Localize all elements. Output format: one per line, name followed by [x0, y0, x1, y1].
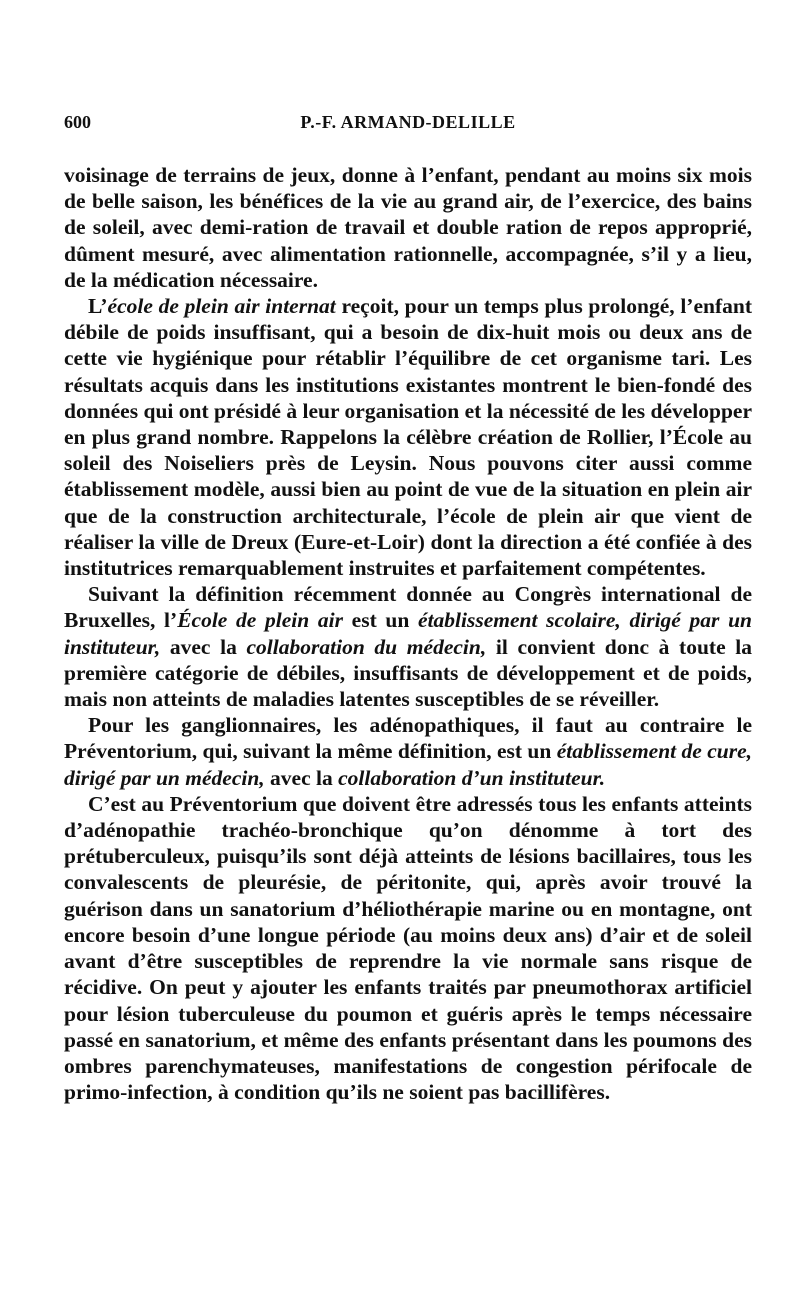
text-segment: est un — [342, 608, 419, 633]
book-page — [64, 112, 752, 1105]
paragraph — [64, 712, 752, 791]
italic-segment: collaboration d’un instituteur. — [338, 765, 606, 790]
paragraph — [64, 791, 752, 1105]
italic-segment: établissement scolaire, dirigé par un instituteur, — [64, 608, 752, 659]
body-text — [64, 162, 752, 1105]
text-segment: Suivant la définition récemment donnée au Congrès international de Bruxelles, l’ — [64, 582, 752, 633]
paragraph — [64, 293, 752, 581]
page-number: 600 — [64, 112, 91, 132]
running-head: P.-F. ARMAND-DELILLE — [300, 112, 516, 132]
paragraph — [64, 162, 752, 293]
text-segment: avec la — [160, 634, 247, 659]
text-segment: C’est au Préventorium que doivent être adressés tous les enfants atteints d’adénopathie trachéo-bronchique qu’on dénomme à tort des prétuberculeux, puisqu’ils sont déjà atteints de lésions bacillaires, tous les convalescents de pleurésie, de péritonite, qui, après avoir trouvé la guérison dans un sanatorium d’héliothérapie marine ou en montagne, ont encore besoin d’une longue période (au moins deux ans) d’air et de soleil avant d’être susceptibles de reprendre la vie normale sans risque de récidive. On peut y ajouter les enfants traités par pneumothorax artificiel pour lésion tuberculeuse du poumon et guéris après le temps nécessaire passé en sanatorium, et même des enfants présentant dans les poumons des ombres parenchymateuses, manifestations de congestion périfocale de primo-infection, à condition qu’ils ne soient pas bacillifères. — [64, 791, 752, 1105]
text-segment: il convient donc à toute la première catégorie de débiles, insuffisants de développement et de poids, mais non atteints de maladies latentes susceptibles de se réveiller. — [64, 634, 753, 712]
page-header — [64, 112, 752, 142]
italic-segment: école de plein air internat — [107, 294, 336, 319]
paragraph — [64, 581, 752, 712]
italic-segment: École de plein air — [177, 608, 343, 633]
text-segment: reçoit, pour un temps plus prolongé, l’enfant débile de poids insuffisant, qui a besoin de dix-huit mois ou deux ans de cette vie hygiénique pour rétablir l’équilibre de cet organisme tari. Les résultats acquis dans les institutions existantes montrent le bien-fondé des données qui ont présidé à leur organisation et la nécessité de les développer en plus grand nombre. Rappelons la célèbre création de Rollier, l’École au soleil des Noiseliers près de Leysin. Nous pouvons citer aussi comme établissement modèle, aussi bien au point de vue de la situation en plein air que de la construction architecturale, l’école de plein air que vient de réaliser la ville de Dreux (Eure-et-Loir) dont la direction a été confiée à des institutrices remarquablement instruites et parfaitement compétentes. — [64, 294, 752, 581]
text-segment: Pour les ganglionnaires, les adénopathiques, il faut au contraire le Préventorium, qui, suivant la même définition, est un — [64, 713, 752, 764]
text-segment: voisinage de terrains de jeux, donne à l’enfant, pendant au moins six mois de belle saison, les bénéfices de la vie au grand air, de l’exercice, des bains de soleil, avec demi-ration de travail et double ration de repos approprié, dûment mesuré, avec alimentation rationnelle, accompagnée, s’il y a lieu, de la médication nécessaire. — [64, 163, 752, 292]
text-segment: L’ — [88, 294, 108, 319]
italic-segment: collaboration du médecin, — [246, 634, 487, 659]
text-segment: avec la — [264, 765, 339, 790]
italic-segment: établissement de cure, dirigé par un médecin, — [64, 739, 752, 790]
